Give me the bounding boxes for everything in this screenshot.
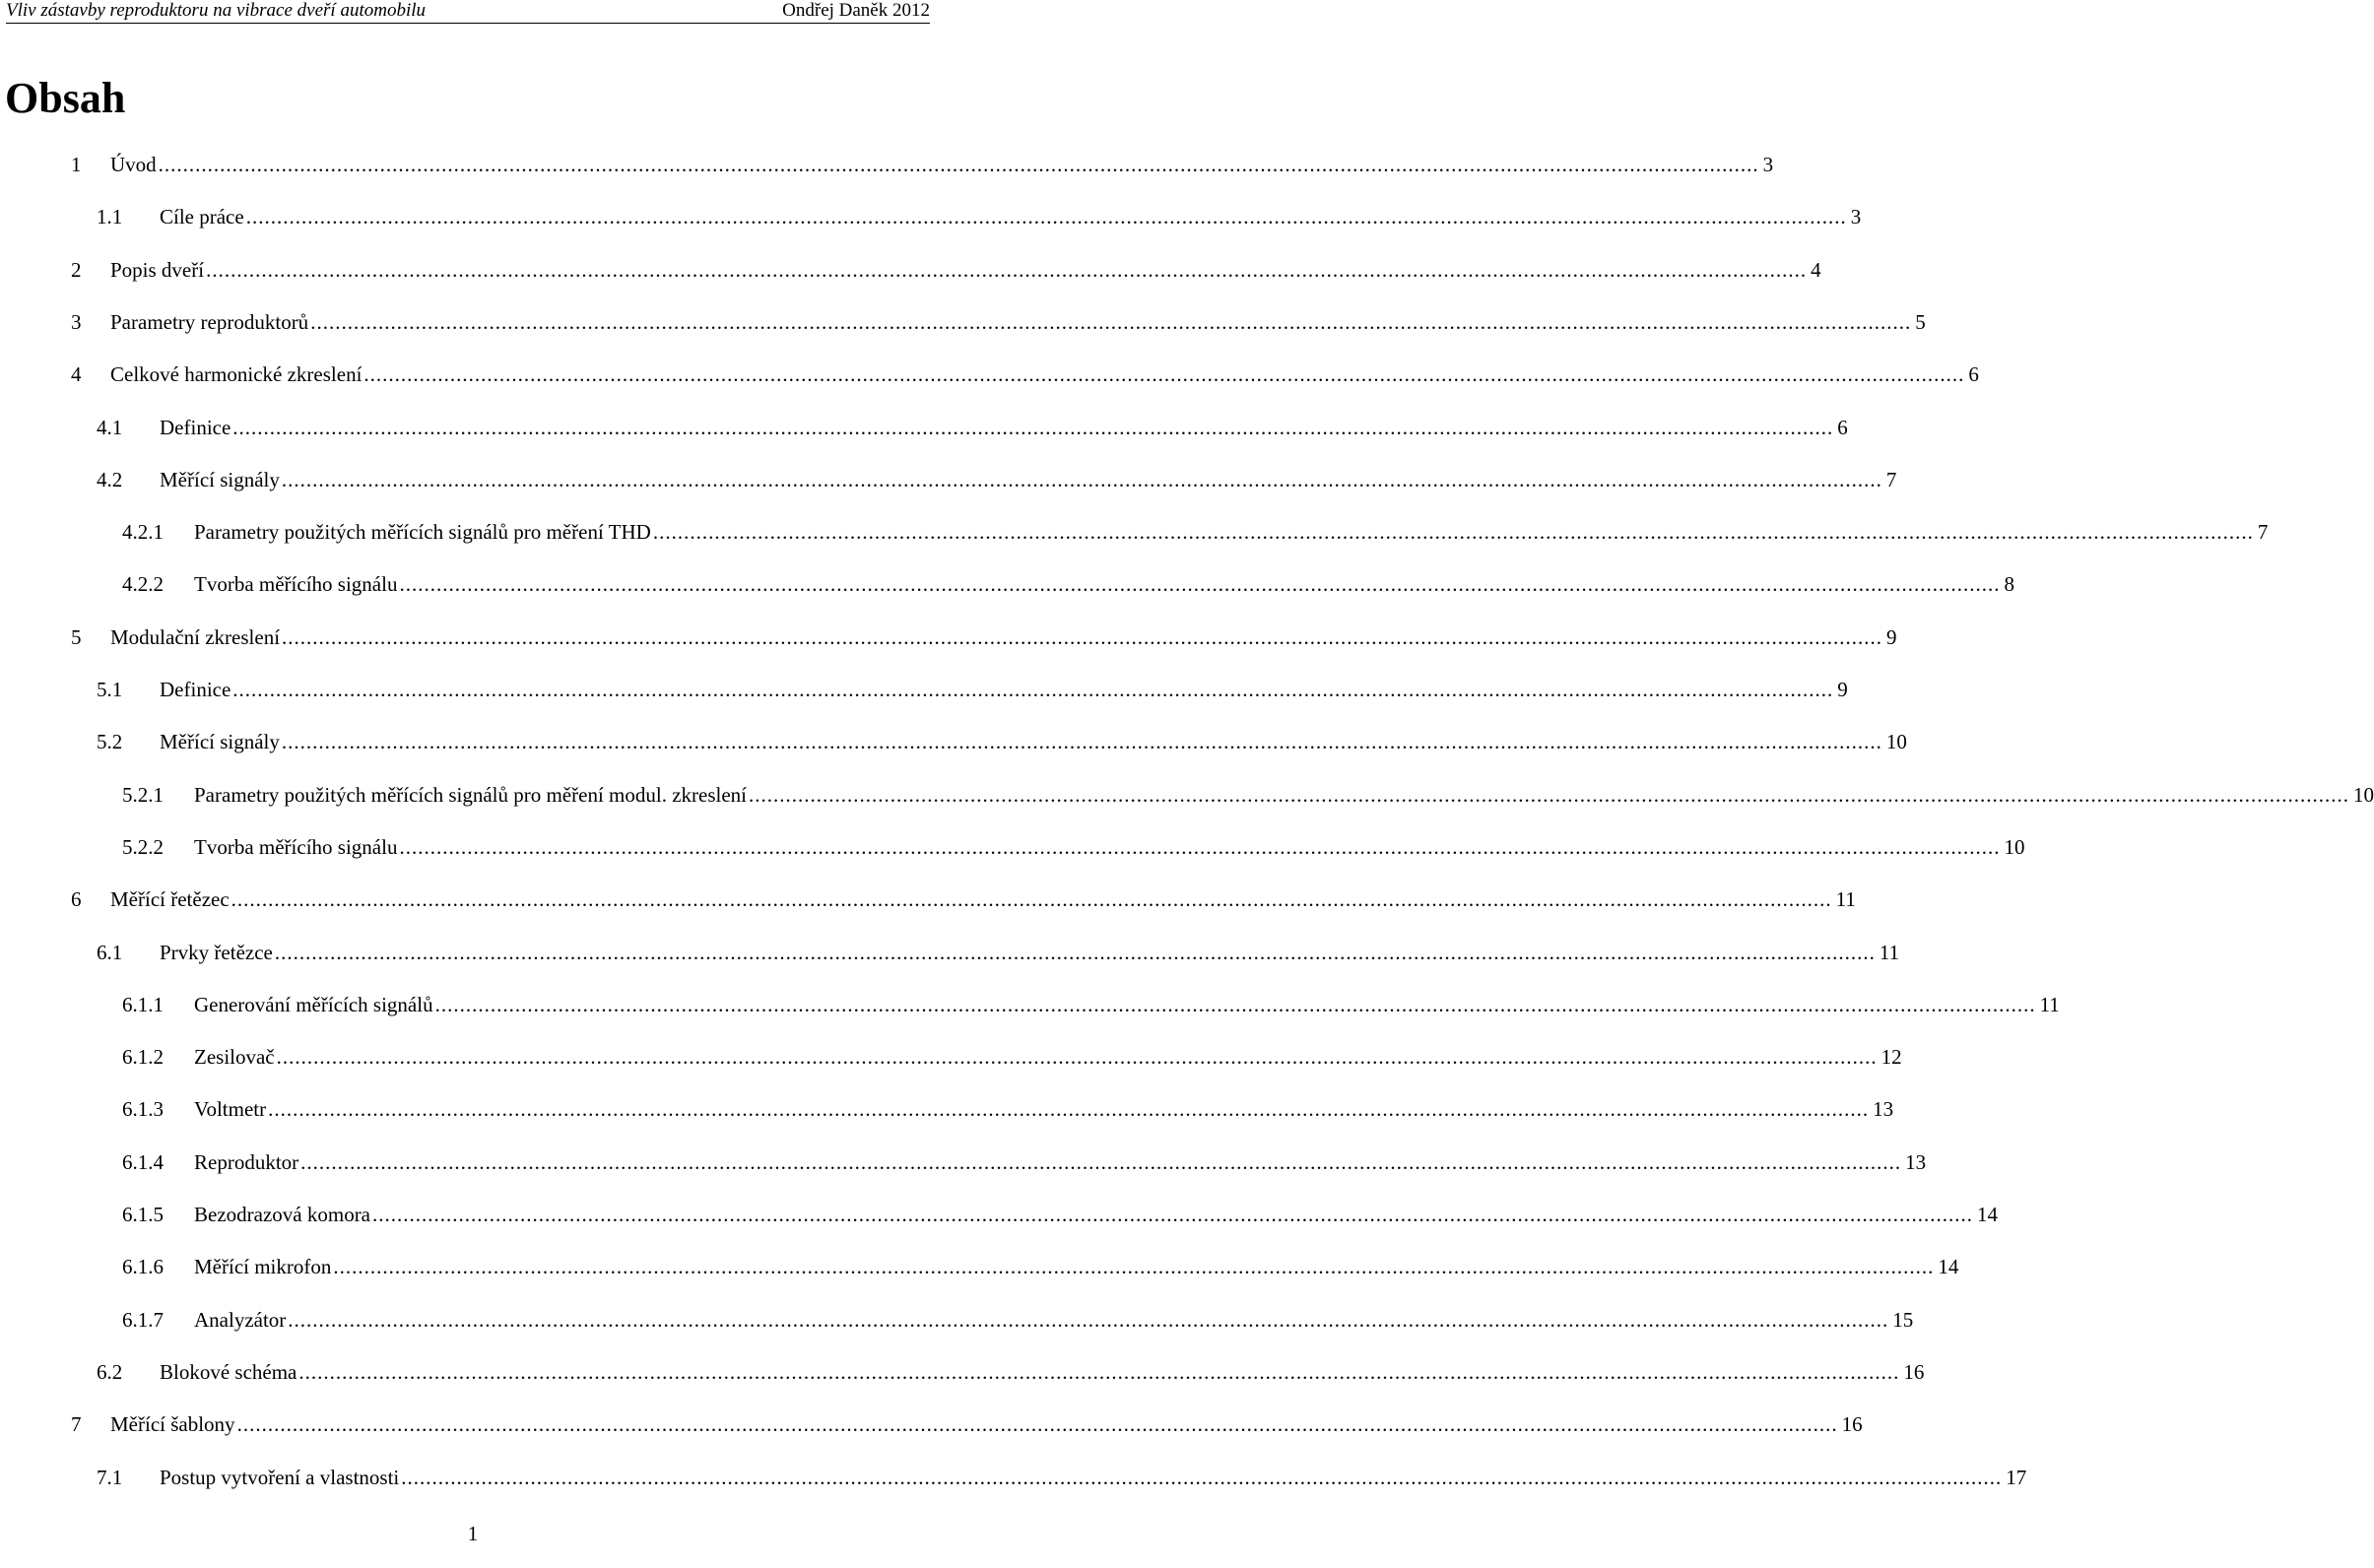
- header-document-title: Vliv zástavby reproduktoru na vibrace dveří automobilu: [6, 0, 427, 21]
- toc-entry[interactable]: [97, 727, 1907, 756]
- toc-entry-title: Měřící signály: [160, 730, 280, 753]
- toc-dot-leader: ....................................................................................................................................................................................................................................................................: [276, 1045, 1878, 1069]
- toc-entry-number: 4.2: [97, 468, 123, 491]
- toc-entry-number: 6: [71, 887, 82, 911]
- toc-entry-page: 3: [1762, 153, 1774, 176]
- toc-entry[interactable]: [71, 622, 1897, 652]
- toc-dot-leader: ....................................................................................................................................................................................................................................................................: [268, 1097, 1870, 1121]
- toc-entry[interactable]: [97, 1357, 1925, 1387]
- toc-entry-number: 5.1: [97, 678, 123, 701]
- toc-entry-number: 5.2.1: [122, 783, 164, 807]
- toc-entry-page: 11: [1835, 887, 1856, 911]
- toc-entry[interactable]: [71, 884, 1856, 914]
- toc-entry[interactable]: [122, 569, 2014, 599]
- toc-entry-page: 10: [2353, 783, 2374, 807]
- toc-dot-leader: ....................................................................................................................................................................................................................................................................: [206, 258, 1808, 282]
- toc-entry-number: 5.2.2: [122, 835, 164, 859]
- toc-entry-title: Modulační zkreslení: [110, 625, 281, 649]
- toc-dot-leader: ....................................................................................................................................................................................................................................................................: [281, 468, 1882, 491]
- toc-entry-page: 7: [1885, 468, 1897, 491]
- toc-entry-page: 14: [1938, 1255, 1959, 1278]
- toc-entry-number: 4.2.2: [122, 572, 164, 596]
- toc-entry-page: 6: [1968, 362, 1979, 386]
- toc-entry-page: 12: [1880, 1045, 1902, 1069]
- toc-dot-leader: ....................................................................................................................................................................................................................................................................: [281, 730, 1882, 753]
- header-author-year: Ondřej Daněk 2012: [782, 0, 930, 21]
- toc-heading: Obsah: [5, 74, 126, 122]
- toc-entry-title: Postup vytvoření a vlastnosti: [160, 1466, 400, 1489]
- toc-entry[interactable]: [122, 1305, 1914, 1335]
- toc-entry[interactable]: [97, 938, 1900, 967]
- toc-entry-page: 4: [1811, 258, 1821, 282]
- toc-dot-leader: ....................................................................................................................................................................................................................................................................: [434, 993, 2036, 1016]
- toc-dot-leader: ....................................................................................................................................................................................................................................................................: [300, 1150, 1902, 1174]
- toc-entry-number: 4.2.1: [122, 520, 164, 544]
- toc-entry[interactable]: [97, 202, 1862, 231]
- toc-entry-number: 6.1.6: [122, 1255, 164, 1278]
- toc-entry-number: 6.1: [97, 941, 123, 964]
- toc-entry-title: Parametry použitých měřících signálů pro měření modul. zkreslení: [194, 783, 747, 807]
- toc-entry-page: 16: [1903, 1360, 1925, 1384]
- toc-entry-page: 13: [1873, 1097, 1894, 1121]
- toc-entry[interactable]: [122, 1094, 1894, 1124]
- toc-entry-title: Měřící mikrofon: [194, 1255, 332, 1278]
- toc-entry[interactable]: [97, 675, 1848, 704]
- toc-entry-page: 14: [1977, 1203, 1999, 1226]
- toc-entry[interactable]: [122, 517, 2269, 547]
- toc-entry-page: 9: [1837, 678, 1848, 701]
- toc-dot-leader: ....................................................................................................................................................................................................................................................................: [274, 941, 1876, 964]
- toc-entry-page: 6: [1837, 416, 1848, 439]
- toc-entry-page: 5: [1915, 310, 1926, 334]
- toc-entry-page: 10: [1885, 730, 1907, 753]
- toc-entry-number: 6.1.3: [122, 1097, 164, 1121]
- toc-entry-page: 15: [1892, 1308, 1914, 1332]
- toc-entry-number: 6.1.4: [122, 1150, 164, 1174]
- toc-entry[interactable]: [122, 1042, 1902, 1072]
- toc-entry[interactable]: [71, 255, 1821, 285]
- toc-entry-title: Tvorba měřícího signálu: [194, 835, 398, 859]
- toc-dot-leader: ....................................................................................................................................................................................................................................................................: [399, 835, 2001, 859]
- toc-entry-number: 5: [71, 625, 82, 649]
- toc-entry-title: Tvorba měřícího signálu: [194, 572, 398, 596]
- toc-dot-leader: ....................................................................................................................................................................................................................................................................: [158, 153, 1759, 176]
- toc-entry-number: 7: [71, 1412, 82, 1436]
- toc-dot-leader: ....................................................................................................................................................................................................................................................................: [232, 416, 1834, 439]
- toc-entry-title: Měřící šablony: [110, 1412, 235, 1436]
- toc-entry-number: 6.1.7: [122, 1308, 164, 1332]
- toc-entry-page: 11: [2039, 993, 2060, 1016]
- toc-entry-title: Zesilovač: [194, 1045, 275, 1069]
- toc-entry-page: 7: [2257, 520, 2269, 544]
- toc-entry-page: 9: [1886, 625, 1897, 649]
- toc-entry-number: 2: [71, 258, 82, 282]
- toc-entry[interactable]: [122, 1200, 1999, 1229]
- toc-entry-title: Úvod: [110, 153, 157, 176]
- toc-entry[interactable]: [122, 1147, 1927, 1177]
- toc-entry-page: 17: [2006, 1466, 2027, 1489]
- toc-entry-title: Měřící signály: [160, 468, 280, 491]
- page-number: 1: [467, 1522, 479, 1545]
- toc-entry-title: Cíle práce: [160, 205, 244, 229]
- toc-entry[interactable]: [122, 780, 2374, 810]
- toc-entry[interactable]: [122, 990, 2060, 1019]
- toc-entry[interactable]: [122, 832, 2025, 862]
- toc-dot-leader: ....................................................................................................................................................................................................................................................................: [236, 1412, 1838, 1436]
- toc-dot-leader: ....................................................................................................................................................................................................................................................................: [282, 625, 1883, 649]
- toc-dot-leader: ....................................................................................................................................................................................................................................................................: [288, 1308, 1889, 1332]
- toc-entry-number: 7.1: [97, 1466, 123, 1489]
- toc-dot-leader: ....................................................................................................................................................................................................................................................................: [401, 1466, 2003, 1489]
- toc-dot-leader: ....................................................................................................................................................................................................................................................................: [363, 362, 1965, 386]
- toc-entry-number: 4.1: [97, 416, 123, 439]
- toc-entry-page: 3: [1850, 205, 1862, 229]
- toc-dot-leader: ....................................................................................................................................................................................................................................................................: [298, 1360, 1900, 1384]
- toc-dot-leader: ....................................................................................................................................................................................................................................................................: [372, 1203, 1974, 1226]
- toc-entry[interactable]: [97, 413, 1848, 442]
- toc-entry-title: Reproduktor: [194, 1150, 299, 1174]
- toc-entry-number: 3: [71, 310, 82, 334]
- toc-entry-title: Analyzátor: [194, 1308, 287, 1332]
- toc-entry-number: 6.1.5: [122, 1203, 164, 1226]
- toc-dot-leader: ....................................................................................................................................................................................................................................................................: [245, 205, 1847, 229]
- toc-dot-leader: ....................................................................................................................................................................................................................................................................: [310, 310, 1912, 334]
- toc-dot-leader: ....................................................................................................................................................................................................................................................................: [652, 520, 2254, 544]
- toc-entry-number: 1.1: [97, 205, 123, 229]
- toc-entry-title: Definice: [160, 416, 231, 439]
- toc-dot-leader: ....................................................................................................................................................................................................................................................................: [749, 783, 2349, 807]
- toc-entry-number: 4: [71, 362, 82, 386]
- toc-entry[interactable]: [97, 1463, 2027, 1492]
- toc-entry[interactable]: [71, 1409, 1863, 1439]
- toc-dot-leader: ....................................................................................................................................................................................................................................................................: [399, 572, 2001, 596]
- toc-entry[interactable]: [71, 150, 1774, 179]
- toc-entry-title: Prvky řetězce: [160, 941, 273, 964]
- toc-entry-number: 6.1.2: [122, 1045, 164, 1069]
- toc-entry[interactable]: [122, 1252, 1959, 1281]
- toc-entry-title: Blokové schéma: [160, 1360, 297, 1384]
- toc-entry-page: 8: [2004, 572, 2014, 596]
- toc-entry-title: Popis dveří: [110, 258, 205, 282]
- toc-entry-number: 1: [71, 153, 82, 176]
- toc-entry-page: 11: [1879, 941, 1900, 964]
- toc-entry-title: Měřící řetězec: [110, 887, 230, 911]
- toc-entry-page: 16: [1841, 1412, 1863, 1436]
- toc-entry-title: Parametry reproduktorů: [110, 310, 309, 334]
- toc-entry-number: 6.1.1: [122, 993, 164, 1016]
- toc-entry[interactable]: [71, 359, 1979, 389]
- toc-entry-title: Parametry použitých měřících signálů pro měření THD: [194, 520, 651, 544]
- toc-entry-page: 13: [1905, 1150, 1927, 1174]
- toc-entry[interactable]: [97, 465, 1897, 494]
- toc-entry-title: Definice: [160, 678, 231, 701]
- toc-dot-leader: ....................................................................................................................................................................................................................................................................: [333, 1255, 1935, 1278]
- toc-entry[interactable]: [71, 307, 1926, 337]
- toc-entry-number: 6.2: [97, 1360, 123, 1384]
- toc-entry-page: 10: [2004, 835, 2025, 859]
- toc-dot-leader: ....................................................................................................................................................................................................................................................................: [232, 678, 1834, 701]
- toc-entry-title: Generování měřících signálů: [194, 993, 433, 1016]
- toc-entry-title: Celkové harmonické zkreslení: [110, 362, 363, 386]
- toc-entry-title: Voltmetr: [194, 1097, 267, 1121]
- toc-entry-title: Bezodrazová komora: [194, 1203, 371, 1226]
- toc-entry-number: 5.2: [97, 730, 123, 753]
- toc-dot-leader: ....................................................................................................................................................................................................................................................................: [231, 887, 1832, 911]
